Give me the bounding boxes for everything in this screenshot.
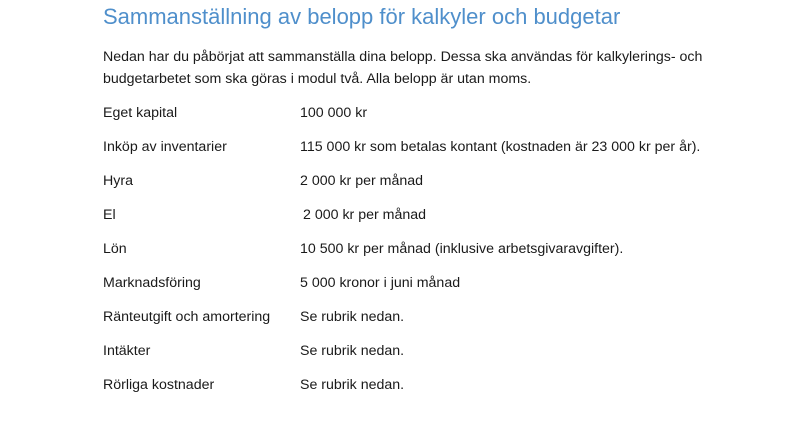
row-label: Marknadsföring: [103, 275, 201, 291]
amount-row-eget-kapital: [103, 102, 783, 136]
row-value: Se rubrik nedan.: [300, 343, 405, 359]
amount-row-el: [103, 204, 783, 238]
row-label: Eget kapital: [103, 105, 178, 121]
row-label: Rörliga kostnader: [103, 377, 215, 393]
row-label: Inköp av inventarier: [103, 139, 227, 155]
row-label: Lön: [103, 241, 127, 257]
intro-line-1: Nedan har du påbörjat att sammanställa dina belopp. Dessa ska användas för kalkylerings- och: [103, 49, 703, 65]
amount-row-rorliga-kostnader: [103, 374, 783, 408]
row-value: 2 000 kr per månad: [300, 173, 424, 189]
amount-row-hyra: [103, 170, 783, 204]
row-label: Hyra: [103, 173, 133, 189]
row-label: Ränteutgift och amortering: [103, 309, 271, 325]
row-label: El: [103, 207, 116, 223]
row-value: Se rubrik nedan.: [300, 309, 405, 325]
intro-paragraph: [103, 46, 783, 90]
amount-row-ranteutgift: [103, 306, 783, 340]
row-value: 5 000 kronor i juni månad: [300, 275, 461, 291]
row-label: Intäkter: [103, 343, 151, 359]
amount-row-inventarier: [103, 136, 783, 170]
amount-row-intakter: [103, 340, 783, 374]
intro-line-2: budgetarbetet som ska göras i modul två. Alla belopp är utan moms.: [103, 71, 532, 87]
row-value: 100 000 kr: [300, 105, 368, 121]
row-value: 10 500 kr per månad (inklusive arbetsgivaravgifter).: [300, 241, 624, 257]
row-value: 115 000 kr som betalas kontant (kostnaden är 23 000 kr per år).: [300, 139, 701, 155]
amount-row-marknadsforing: [103, 272, 783, 306]
document-title: Sammanställning av belopp för kalkyler och budgetar: [103, 4, 621, 29]
row-value: Se rubrik nedan.: [300, 377, 405, 393]
amounts-list: [103, 102, 783, 408]
amount-row-lon: [103, 238, 783, 272]
row-value: 2 000 kr per månad: [303, 207, 427, 223]
